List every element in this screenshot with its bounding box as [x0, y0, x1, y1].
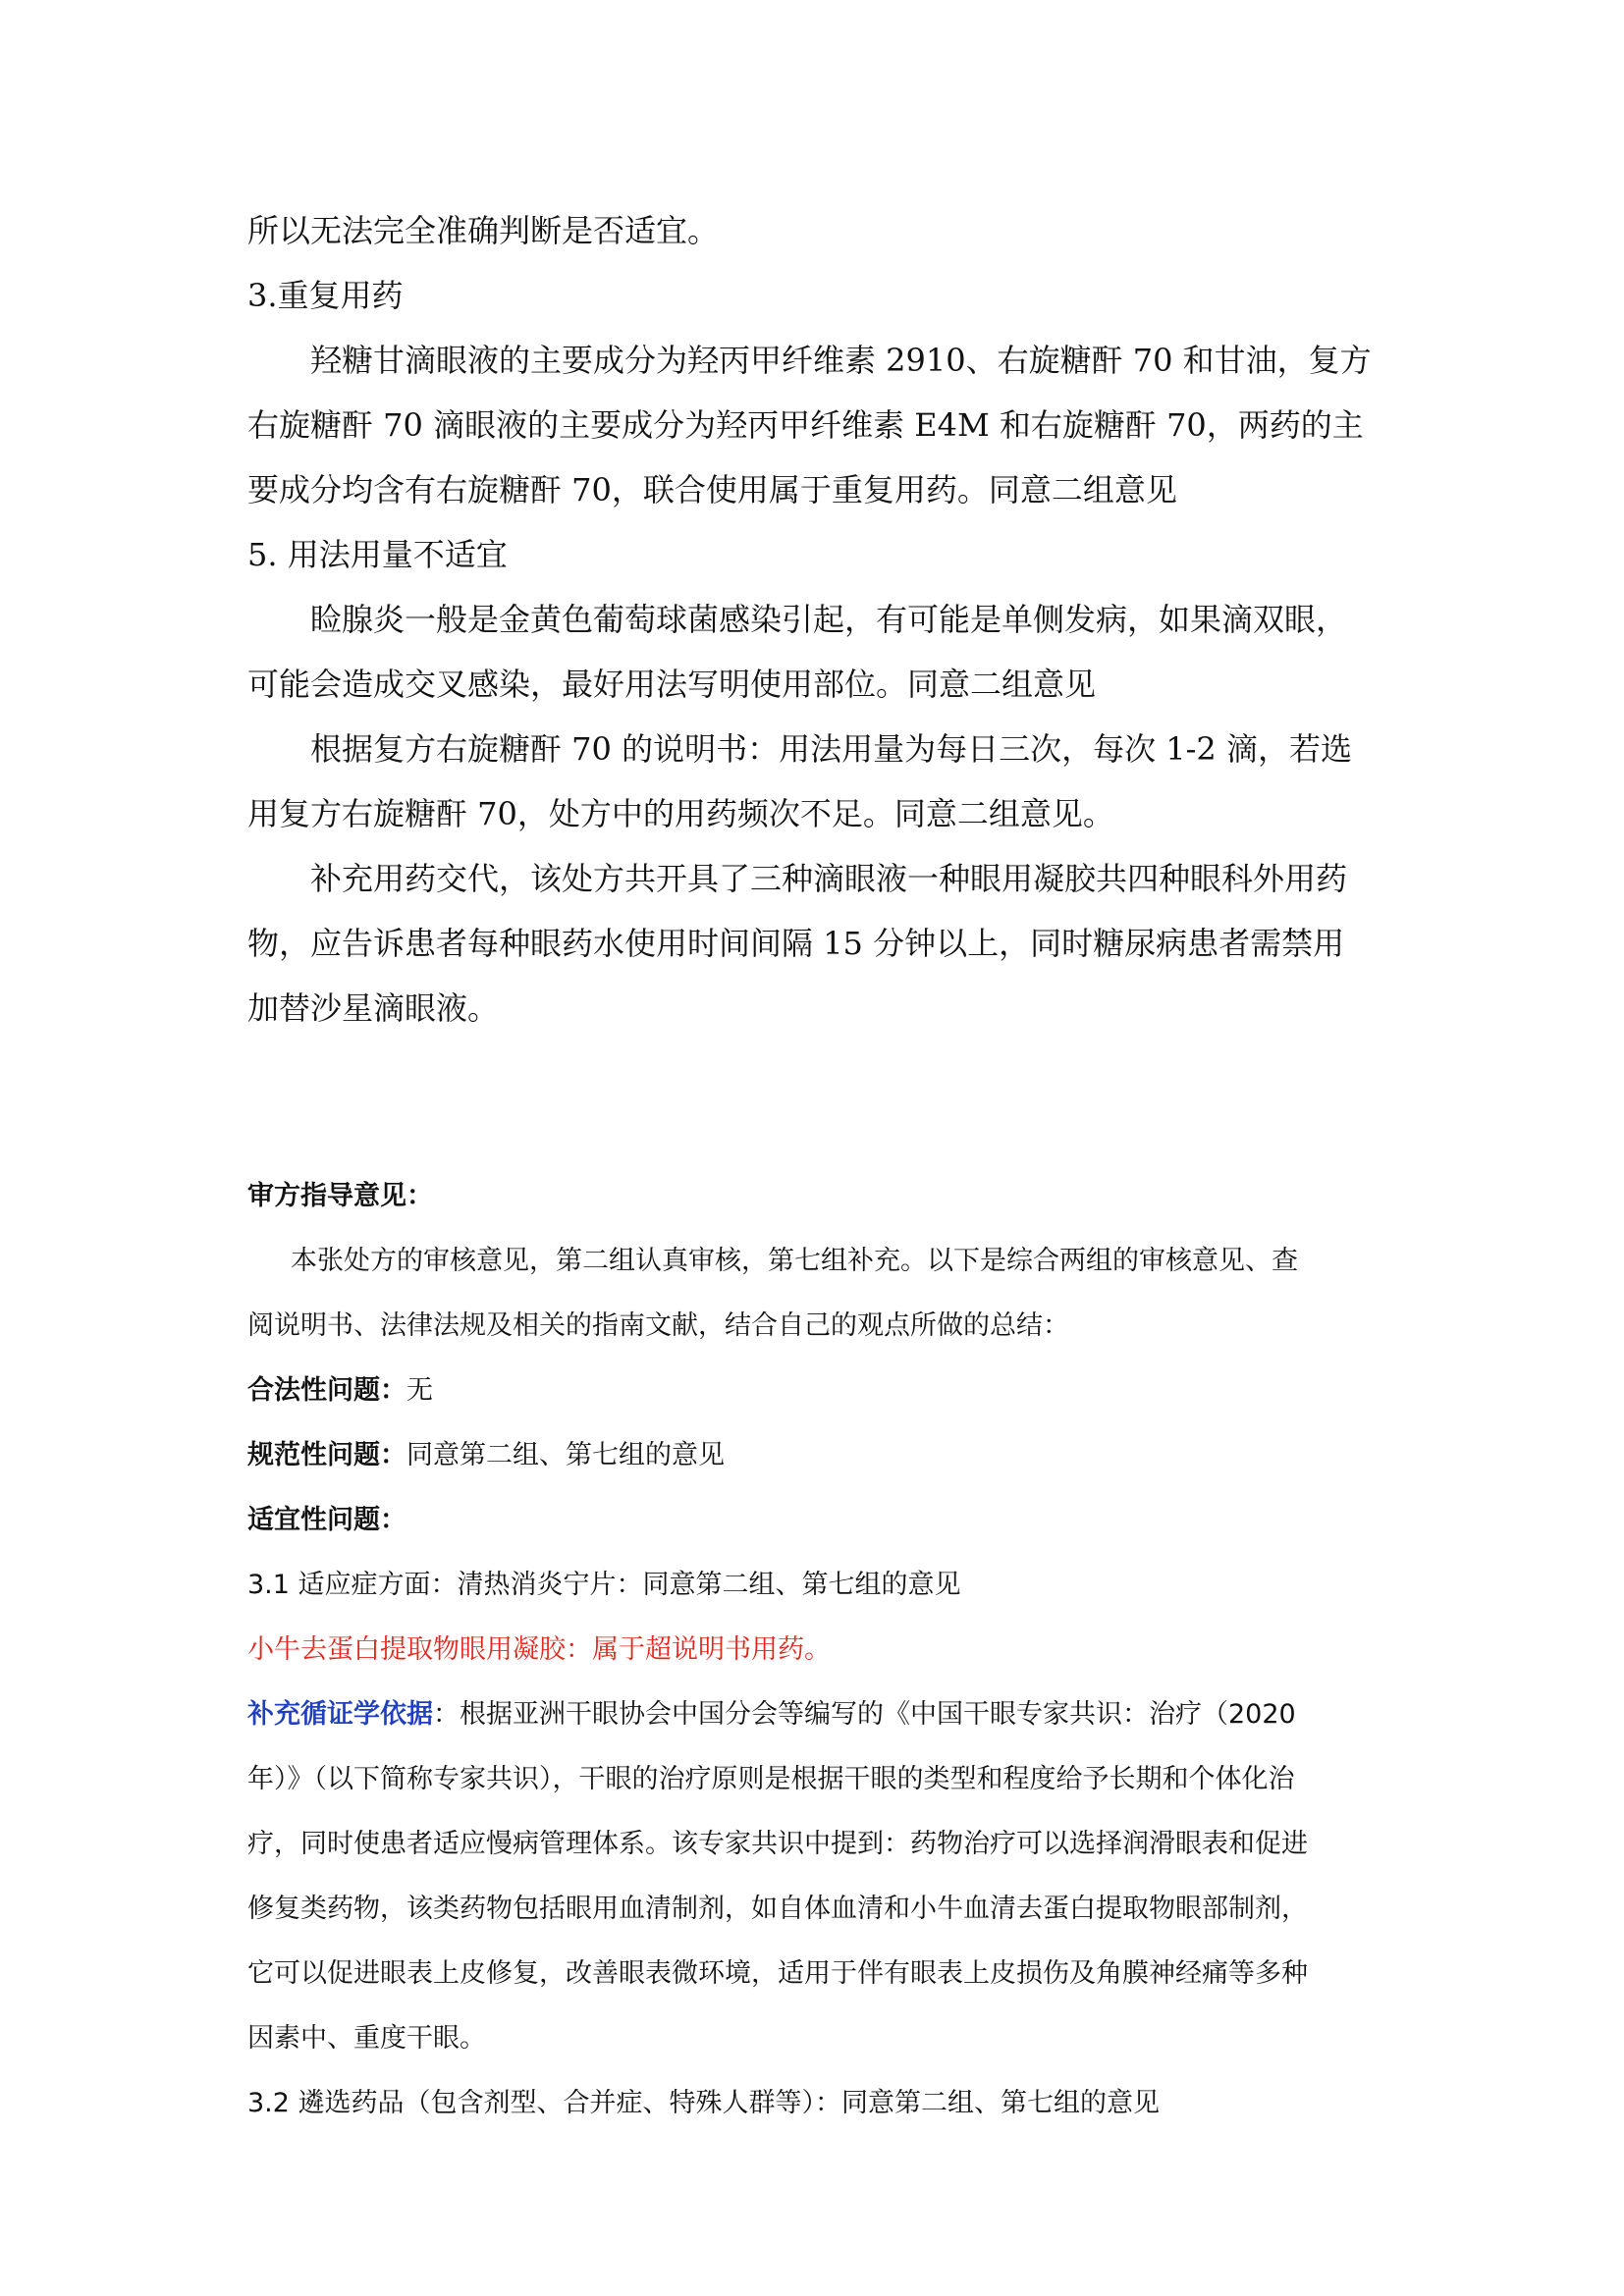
paragraph-line: 加替沙星滴眼液。 — [247, 989, 500, 1027]
paragraph-line: 可能会造成交叉感染，最好用法写明使用部位。同意二组意见 — [247, 666, 1097, 703]
legality-row — [247, 1359, 1386, 1423]
paragraph-line: 本张处方的审核意见，第二组认真审核，第七组补充。以下是综合两组的审核意见、查 — [291, 1246, 1298, 1276]
paragraph-line: 因素中、重度干眼。 — [247, 2023, 486, 2054]
paragraph-line: 根据复方右旋糖酐 70 的说明书：用法用量为每日三次，每次 1-2 滴，若选 — [310, 730, 1352, 768]
legality-label: 合法性问题： — [247, 1375, 406, 1406]
paragraph-line: 疗，同时使患者适应慢病管理体系。该专家共识中提到：药物治疗可以选择润滑眼表和促进 — [247, 1829, 1308, 1859]
normativity-text: 同意第二组、第七组的意见 — [406, 1440, 725, 1470]
paragraph-line: 用复方右旋糖酐 70，处方中的用药频次不足。同意二组意见。 — [247, 795, 1114, 832]
review-notes-section — [247, 198, 1386, 1041]
indication-line: 3.1 适应症方面：清热消炎宁片：同意第二组、第七组的意见 — [247, 1570, 961, 1600]
paragraph-line: 羟糖甘滴眼液的主要成分为羟丙甲纤维素 2910、右旋糖酐 70 和甘油，复方 — [310, 342, 1372, 379]
guidance-section — [247, 1164, 1386, 2136]
normativity-row — [247, 1423, 1386, 1488]
paragraph-line: 它可以促进眼表上皮修复，改善眼表微环境，适用于伴有眼表上皮损伤及角膜神经痛等多种 — [247, 1958, 1308, 1989]
normativity-label: 规范性问题： — [247, 1440, 406, 1470]
paragraph-line: 右旋糖酐 70 滴眼液的主要成分为羟丙甲纤维素 E4M 和右旋糖酐 70，两药的主 — [247, 406, 1364, 444]
section-heading-dosage: 5. 用法用量不适宜 — [247, 536, 508, 573]
evidence-row — [247, 1682, 1386, 1747]
paragraph-line: 要成分均含有右旋糖酐 70，联合使用属于重复用药。同意二组意见 — [247, 471, 1177, 508]
off-label-warning: 小牛去蛋白提取物眼用凝胶：属于超说明书用药。 — [247, 1634, 831, 1665]
paragraph-line: 补充用药交代，该处方共开具了三种滴眼液一种眼用凝胶共四种眼科外用药 — [310, 860, 1348, 897]
legality-text: 无 — [406, 1375, 433, 1406]
drug-selection-line: 3.2 遴选药品（包含剂型、合并症、特殊人群等）：同意第二组、第七组的意见 — [247, 2088, 1161, 2118]
paragraph-line: 修复类药物，该类药物包括眼用血清制剂，如自体血清和小牛血清去蛋白提取物眼部制剂， — [247, 1894, 1308, 1924]
appropriateness-label: 适宜性问题： — [247, 1505, 406, 1535]
guidance-heading: 审方指导意见： — [247, 1181, 433, 1211]
section-heading-duplicate-medication: 3.重复用药 — [247, 277, 404, 314]
paragraph-line: 所以无法完全准确判断是否适宜。 — [247, 212, 720, 249]
paragraph-line: 阅说明书、法律法规及相关的指南文献，结合自己的观点所做的总结： — [247, 1310, 1069, 1341]
evidence-text: ：根据亚洲干眼协会中国分会等编写的《中国干眼专家共识：治疗（2020 — [433, 1699, 1296, 1730]
paragraph-line: 睑腺炎一般是金黄色葡萄球菌感染引起，有可能是单侧发病，如果滴双眼， — [310, 601, 1348, 638]
paragraph-line: 物，应告诉患者每种眼药水使用时间间隔 15 分钟以上，同时糖尿病患者需禁用 — [247, 925, 1345, 962]
paragraph-line: 年）》（以下简称专家共识），干眼的治疗原则是根据干眼的类型和程度给予长期和个体化治 — [247, 1764, 1295, 1794]
evidence-label: 补充循证学依据 — [247, 1699, 433, 1730]
